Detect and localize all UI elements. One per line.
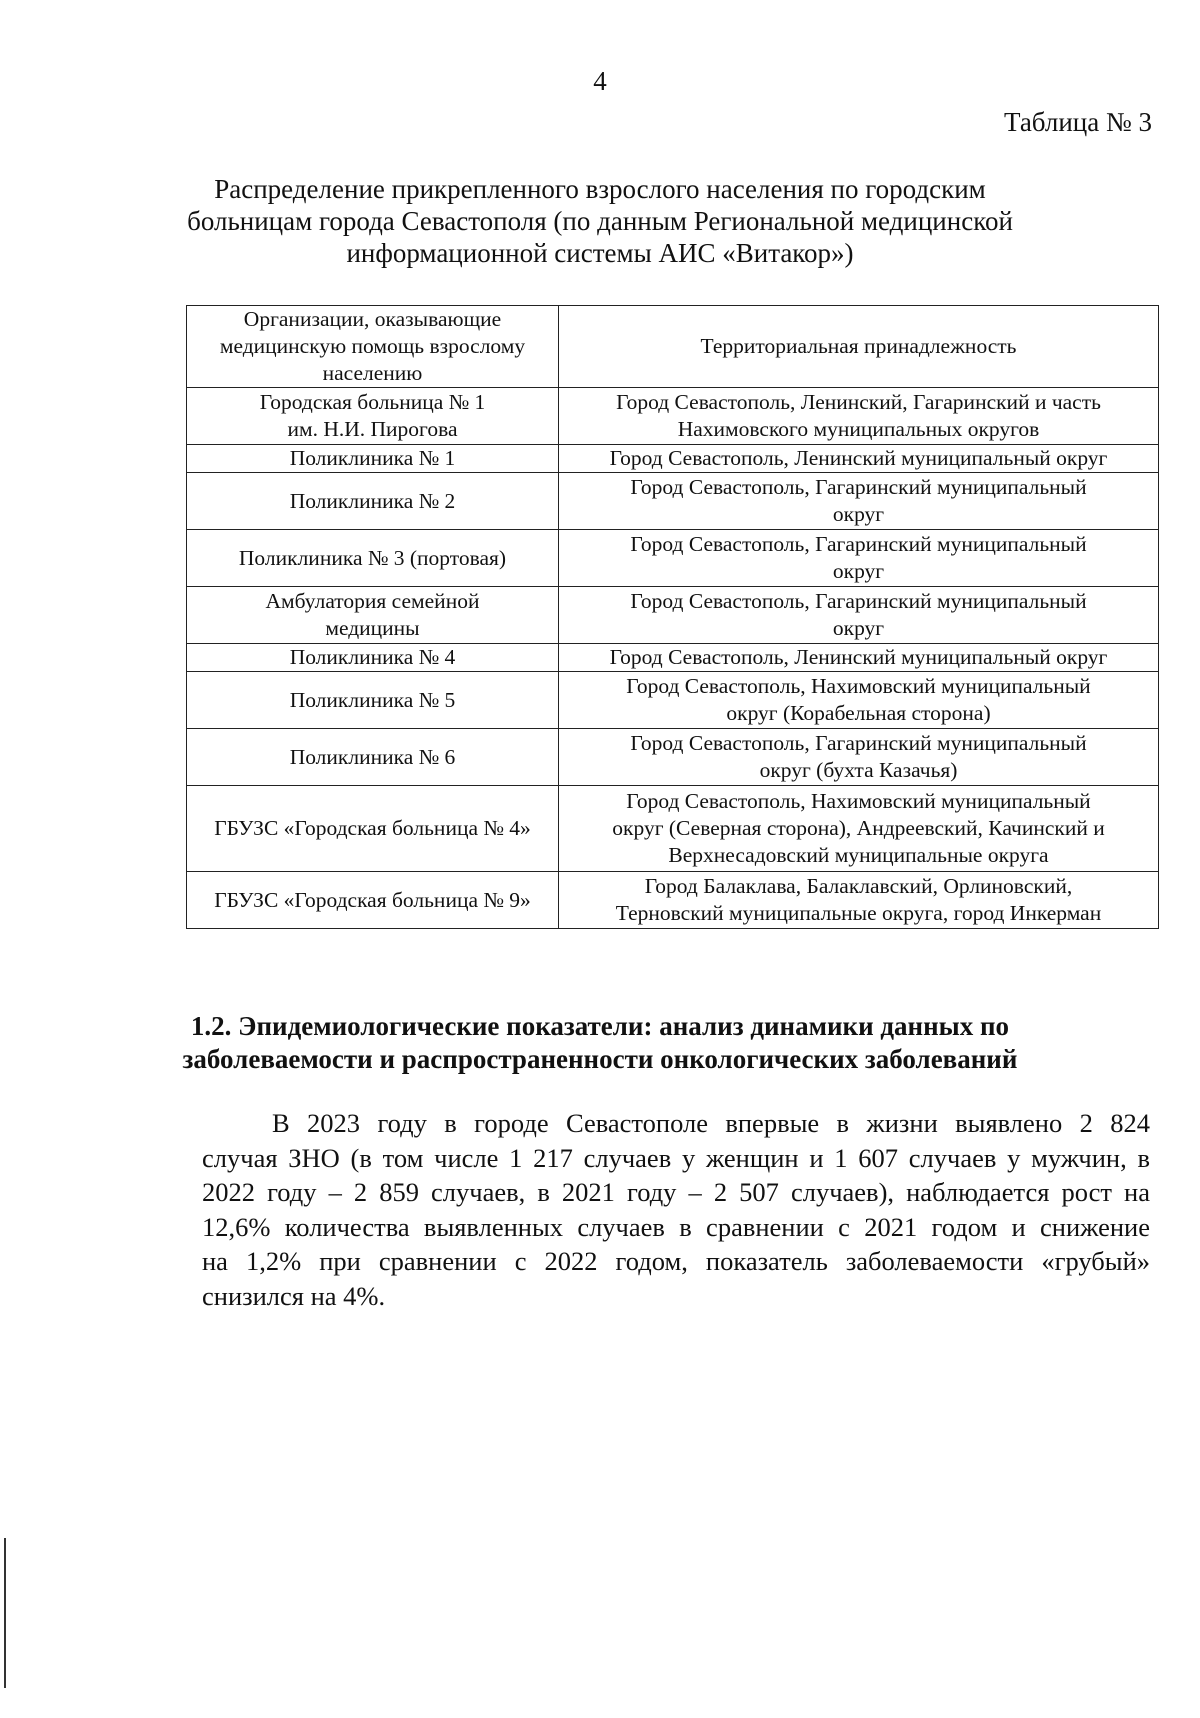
paragraph-line: случая ЗНО (в том числе 1 217 случаев у женщин и 1 607 случаев у мужчин, в bbox=[202, 1142, 1150, 1173]
distribution-table bbox=[186, 305, 1159, 929]
cell-organization: Амбулатория семейной медицины bbox=[187, 587, 559, 644]
cell-territory: Город Севастополь, Нахимовский муниципальный округ (Северная сторона), Андреевский, Качинский и Верхнесадовский муниципальные округа bbox=[559, 786, 1159, 872]
cell-organization: Поликлиника № 4 bbox=[187, 644, 559, 672]
caption-line: больницам города Севастополя (по данным Региональной медицинской bbox=[187, 206, 1013, 236]
cell-territory: Город Севастополь, Ленинский муниципальный округ bbox=[559, 445, 1159, 473]
scan-margin-mark bbox=[4, 1538, 6, 1688]
table-caption bbox=[120, 173, 1080, 269]
cell-territory: Город Севастополь, Гагаринский муниципальный округ (бухта Казачья) bbox=[559, 729, 1159, 786]
cell-organization: Городская больница № 1 им. Н.И. Пирогова bbox=[187, 388, 559, 445]
caption-line: Распределение прикрепленного взрослого населения по городским bbox=[214, 174, 986, 204]
header-territory: Территориальная принадлежность bbox=[559, 306, 1159, 388]
paragraph-line: В 2023 году в городе Севастополе впервые в жизни выявлено 2 824 bbox=[272, 1108, 1150, 1138]
cell-territory: Город Севастополь, Нахимовский муниципальный округ (Корабельная сторона) bbox=[559, 672, 1159, 729]
table-row bbox=[187, 672, 1159, 729]
cell-territory: Город Севастополь, Ленинский, Гагаринский и часть Нахимовского муниципальных округов bbox=[559, 388, 1159, 445]
table-row bbox=[187, 530, 1159, 587]
cell-organization: Поликлиника № 3 (портовая) bbox=[187, 530, 559, 587]
paragraph-line: на 1,2% при сравнении с 2022 годом, показатель заболеваемости «грубый» bbox=[202, 1246, 1150, 1276]
cell-territory: Город Севастополь, Гагаринский муниципальный округ bbox=[559, 473, 1159, 530]
cell-organization: ГБУЗС «Городская больница № 4» bbox=[187, 786, 559, 872]
section-heading bbox=[120, 1010, 1080, 1076]
cell-organization: Поликлиника № 6 bbox=[187, 729, 559, 786]
table-row bbox=[187, 445, 1159, 473]
cell-organization: Поликлиника № 1 bbox=[187, 445, 559, 473]
table-label: Таблица № 3 bbox=[1004, 107, 1152, 137]
table-row bbox=[187, 473, 1159, 530]
table-row bbox=[187, 644, 1159, 672]
header-organization: Организации, оказывающие медицинскую помощь взрослому населению bbox=[187, 306, 559, 388]
cell-territory: Город Балаклава, Балаклавский, Орлиновский, Терновский муниципальные округа, город Инкерман bbox=[559, 872, 1159, 929]
heading-line: заболеваемости и распространенности онкологических заболеваний bbox=[182, 1044, 1018, 1074]
body-paragraph bbox=[202, 1106, 1150, 1313]
table-row bbox=[187, 587, 1159, 644]
table-row bbox=[187, 729, 1159, 786]
table-row bbox=[187, 872, 1159, 929]
heading-line: 1.2. Эпидемиологические показатели: анализ динамики данных по bbox=[190, 1011, 1010, 1041]
cell-territory: Город Севастополь, Гагаринский муниципальный округ bbox=[559, 587, 1159, 644]
paragraph-line: 2022 году – 2 859 случаев, в 2021 году – 2 507 случаев), наблюдается рост на bbox=[202, 1177, 1150, 1207]
table-row bbox=[187, 786, 1159, 872]
cell-territory: Город Севастополь, Ленинский муниципальный округ bbox=[559, 644, 1159, 672]
cell-territory: Город Севастополь, Гагаринский муниципальный округ bbox=[559, 530, 1159, 587]
table-row bbox=[187, 388, 1159, 445]
cell-organization: Поликлиника № 2 bbox=[187, 473, 559, 530]
cell-organization: ГБУЗС «Городская больница № 9» bbox=[187, 872, 559, 929]
table-header-row bbox=[187, 306, 1159, 388]
caption-line: информационной системы АИС «Витакор») bbox=[346, 238, 854, 268]
page-number: 4 bbox=[593, 66, 607, 96]
paragraph-line: 12,6% количества выявленных случаев в сравнении с 2021 годом и снижение bbox=[202, 1211, 1150, 1242]
paragraph-line: снизился на 4%. bbox=[202, 1280, 386, 1311]
cell-organization: Поликлиника № 5 bbox=[187, 672, 559, 729]
